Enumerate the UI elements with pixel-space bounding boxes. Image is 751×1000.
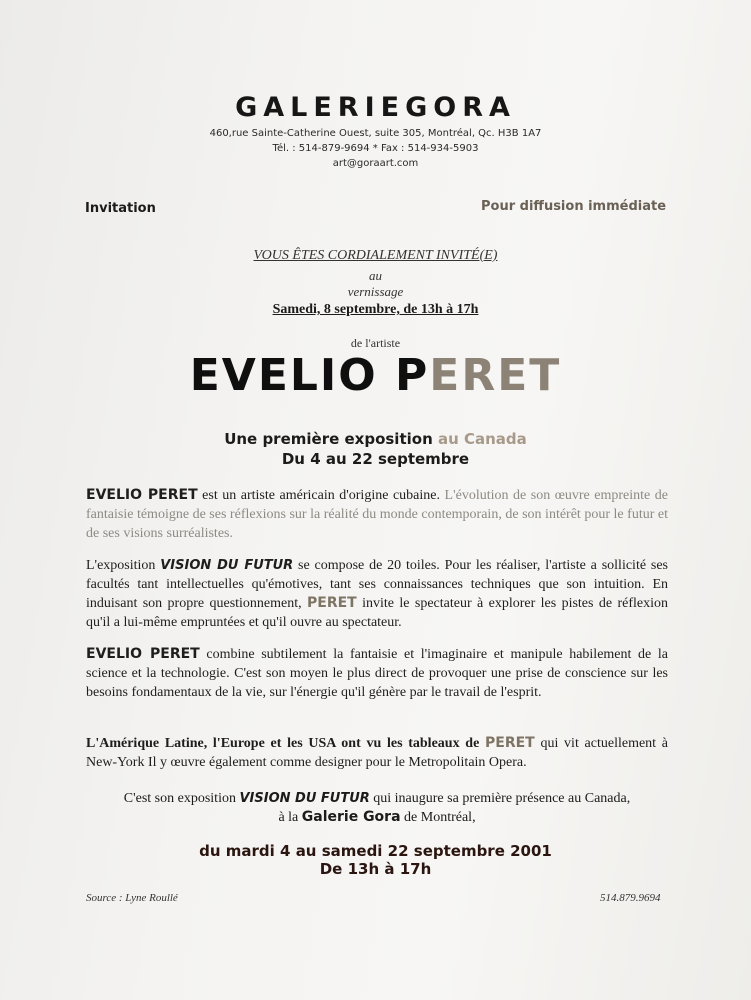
opening-date: Samedi, 8 septembre, de 13h à 17h xyxy=(272,302,479,317)
invite-heading: VOUS ÊTES CORDIALEMENT INVITÉ(E) xyxy=(253,248,498,263)
subhead-first-exhibition xyxy=(0,430,751,448)
p4-text-a: L'Amérique Latine, l'Europe et les USA ont vu les tableaux de xyxy=(86,736,486,751)
p4-text-b: qui vit actuellement à New-York Il y œuvre également comme designer pour le Metropolitain Opera. xyxy=(86,736,668,770)
paragraph-2 xyxy=(86,556,668,632)
invite-vernissage: vernissage xyxy=(347,284,404,299)
exhibition-dates: du mardi 4 au samedi 22 septembre 2001 xyxy=(199,842,552,860)
p2-text-d: invite le spectateur à explorer les pistes de réflexion qu'il a lui-même empruntées et qu'il ouvre au spectateur. xyxy=(86,596,668,630)
p2-text-b: se compose de 20 toiles. xyxy=(293,558,445,573)
gallery-name-inline: Galerie Gora xyxy=(301,809,401,825)
paragraph-4 xyxy=(86,734,668,772)
p2-text-a: L'exposition xyxy=(86,558,161,573)
gallery-logo: GALERIEGORA xyxy=(235,92,516,123)
artist-surname-inline: PERET xyxy=(307,595,357,611)
p2-text-c: Pour les réaliser, l'artiste a sollicité ses facultés tant intellectuelles qu'émotives, tant ses connaissances techniques que son intuition. En induisant son propre questionnement, xyxy=(86,558,668,611)
gallery-phone-fax: Tél. : 514-879-9694 * Fax : 514-934-5903 xyxy=(272,143,479,154)
subhead-line1-b: au Canada xyxy=(437,430,527,448)
artist-first-name: EVELIO xyxy=(189,350,378,401)
footer-phone: 514.879.9694 xyxy=(600,892,661,904)
closing-line-1 xyxy=(86,789,668,808)
gallery-email: art@goraart.com xyxy=(332,158,419,169)
p5-text-a: C'est son exposition xyxy=(123,791,240,806)
subhead-dates: Du 4 au 22 septembre xyxy=(281,450,470,468)
p1-text-b: L'évolution de son œuvre empreinte de fantaisie témoigne de ses réflexions sur la réalité du monde contemporain, de son intérêt pour le futur et de ses visions surréalistes. xyxy=(86,488,668,541)
artist-name-inline: EVELIO PERET xyxy=(86,646,200,662)
p3-text-a: combine subtilement la fantaisie et l'imaginaire xyxy=(199,647,494,662)
p5-text-c: à la xyxy=(278,810,302,825)
p5-text-b: qui inaugure sa première présence au Canada, xyxy=(369,791,631,806)
p5-text-d: de Montréal, xyxy=(400,810,476,825)
artist-surname-inline: PERET xyxy=(485,735,535,751)
exhibition-hours: De 13h à 17h xyxy=(319,860,432,878)
artist-last-rest: ERET xyxy=(429,350,562,401)
p1-text-a: est un artiste américain d'origine cubaine. xyxy=(197,488,445,503)
subhead-line1-a: Une première exposition xyxy=(224,430,438,448)
exhibition-title-inline: VISION DU FUTUR xyxy=(160,558,294,573)
immediate-release-label: Pour diffusion immédiate xyxy=(481,199,667,214)
p3-text-b: et manipule habilement de la science et la technologie. C'est son moyen le plus direct de provoquer une prise de conscience sur les besoins fondamentaux de la vie, sur l'énergie qu'il génère par le travail de l'esprit. xyxy=(86,647,669,700)
artist-prefix: de l'artiste xyxy=(350,336,401,350)
paragraph-1 xyxy=(86,486,668,543)
source-credit: Source : Lyne Roullé xyxy=(86,892,178,904)
artist-name xyxy=(0,350,751,401)
gallery-address: 460,rue Sainte-Catherine Ouest, suite 305, Montréal, Qc. H3B 1A7 xyxy=(209,128,542,139)
exhibition-title-inline: VISION DU FUTUR xyxy=(239,791,370,806)
artist-last-initial: P xyxy=(395,350,430,401)
closing-line-2 xyxy=(86,808,668,827)
paragraph-3 xyxy=(86,645,668,702)
invite-au: au xyxy=(369,268,382,283)
invitation-label: Invitation xyxy=(85,201,156,216)
artist-name-inline: EVELIO PERET xyxy=(86,487,198,503)
